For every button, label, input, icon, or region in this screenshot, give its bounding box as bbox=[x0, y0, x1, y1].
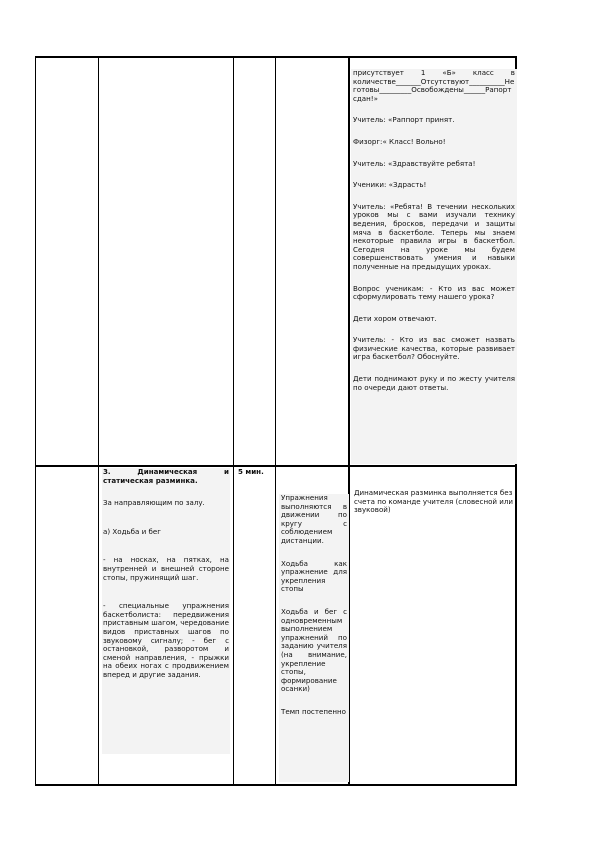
dialogue-line: Физорг:« Класс! Вольно! bbox=[353, 136, 446, 146]
stage-item: - на носках, на пятках, на внутренней и внешней стороне стопы, пружинящий шаг. bbox=[103, 555, 229, 582]
dialogue-line: Ученики: «Здрасть! bbox=[353, 180, 427, 190]
stage-item: а) Ходьба и бег bbox=[103, 526, 161, 536]
column-divider-3 bbox=[275, 56, 276, 786]
dialogue-line: Вопрос ученикам: - Кто из вас может сформулировать тему нашего урока? bbox=[353, 283, 515, 302]
row2-stage-cell bbox=[102, 468, 230, 754]
table-border-bottom bbox=[35, 784, 517, 786]
column-divider-1 bbox=[98, 56, 99, 786]
stage-title: 3. Динамическая и статическая разминка. bbox=[103, 467, 229, 485]
dialogue-line: Учитель: «Ребята! В течении нескольких уроков мы с вами изучали технику ведения, бросков, передачи и защиты мяча в баскетболе. Теперь мы знаем некоторые правила игры в баскетбол. Сегодня на уроке мы будем совершенствовать умения и навыки полученные на предыдущих уроках. bbox=[353, 201, 515, 271]
table-border-top bbox=[35, 56, 517, 58]
note-item: Ходьба и бег с одновременным выполнением упражнений по заданию учителя (на внимание, укрепление стопы, формирование осанки) bbox=[281, 606, 347, 694]
dialogue-line: Учитель: «Раппорт принят. bbox=[353, 115, 455, 125]
dialogue-line: Учитель: «Здравствуйте ребята! bbox=[353, 158, 476, 168]
stage-item: За направляющим по залу. bbox=[103, 498, 205, 508]
row1-dialogue-cell bbox=[351, 69, 517, 464]
dialogue-line: Учитель: - Кто из вас сможет назвать физические качества, которые развивает игра баскетбол? Обоснуйте. bbox=[353, 335, 515, 362]
row2-organisation-cell bbox=[353, 489, 515, 529]
note-item: Темп постепенно bbox=[281, 706, 346, 716]
duration-cell bbox=[238, 468, 272, 480]
lesson-plan-table bbox=[35, 56, 517, 786]
dialogue-line: Дети поднимают руку и по жесту учителя по очереди дают ответы. bbox=[353, 374, 515, 392]
dialogue-line: присутствует 1 «Б» класс в количестве_______Отсутствуют__________Не готовы_________Освобождены______Рапорт сдан!» bbox=[353, 68, 515, 103]
table-border-left bbox=[35, 56, 36, 786]
note-item: Ходьба как упражнение для укрепления стопы bbox=[281, 558, 347, 594]
note-item: Упражнения выполняются в движении по кругу с соблюдением дистанции. bbox=[281, 493, 347, 545]
row2-notes-cell bbox=[279, 494, 349, 782]
column-divider-2 bbox=[233, 56, 234, 786]
dialogue-line: Дети хором отвечают. bbox=[353, 313, 437, 323]
organisation-text: Динамическая разминка выполняется без счета по команде учителя (словесной или звуковой) bbox=[354, 488, 514, 515]
stage-item: - специальные упражнения баскетболиста: передвижения приставным шагом, чередование видов приставных шагов по звуковому сигналу; - бег с остановкой, разворотом и сменой направления, - прыжки на обеих ногах с продвижением вперед и другие задания. bbox=[103, 601, 229, 679]
duration-value: 5 мин. bbox=[238, 467, 264, 476]
